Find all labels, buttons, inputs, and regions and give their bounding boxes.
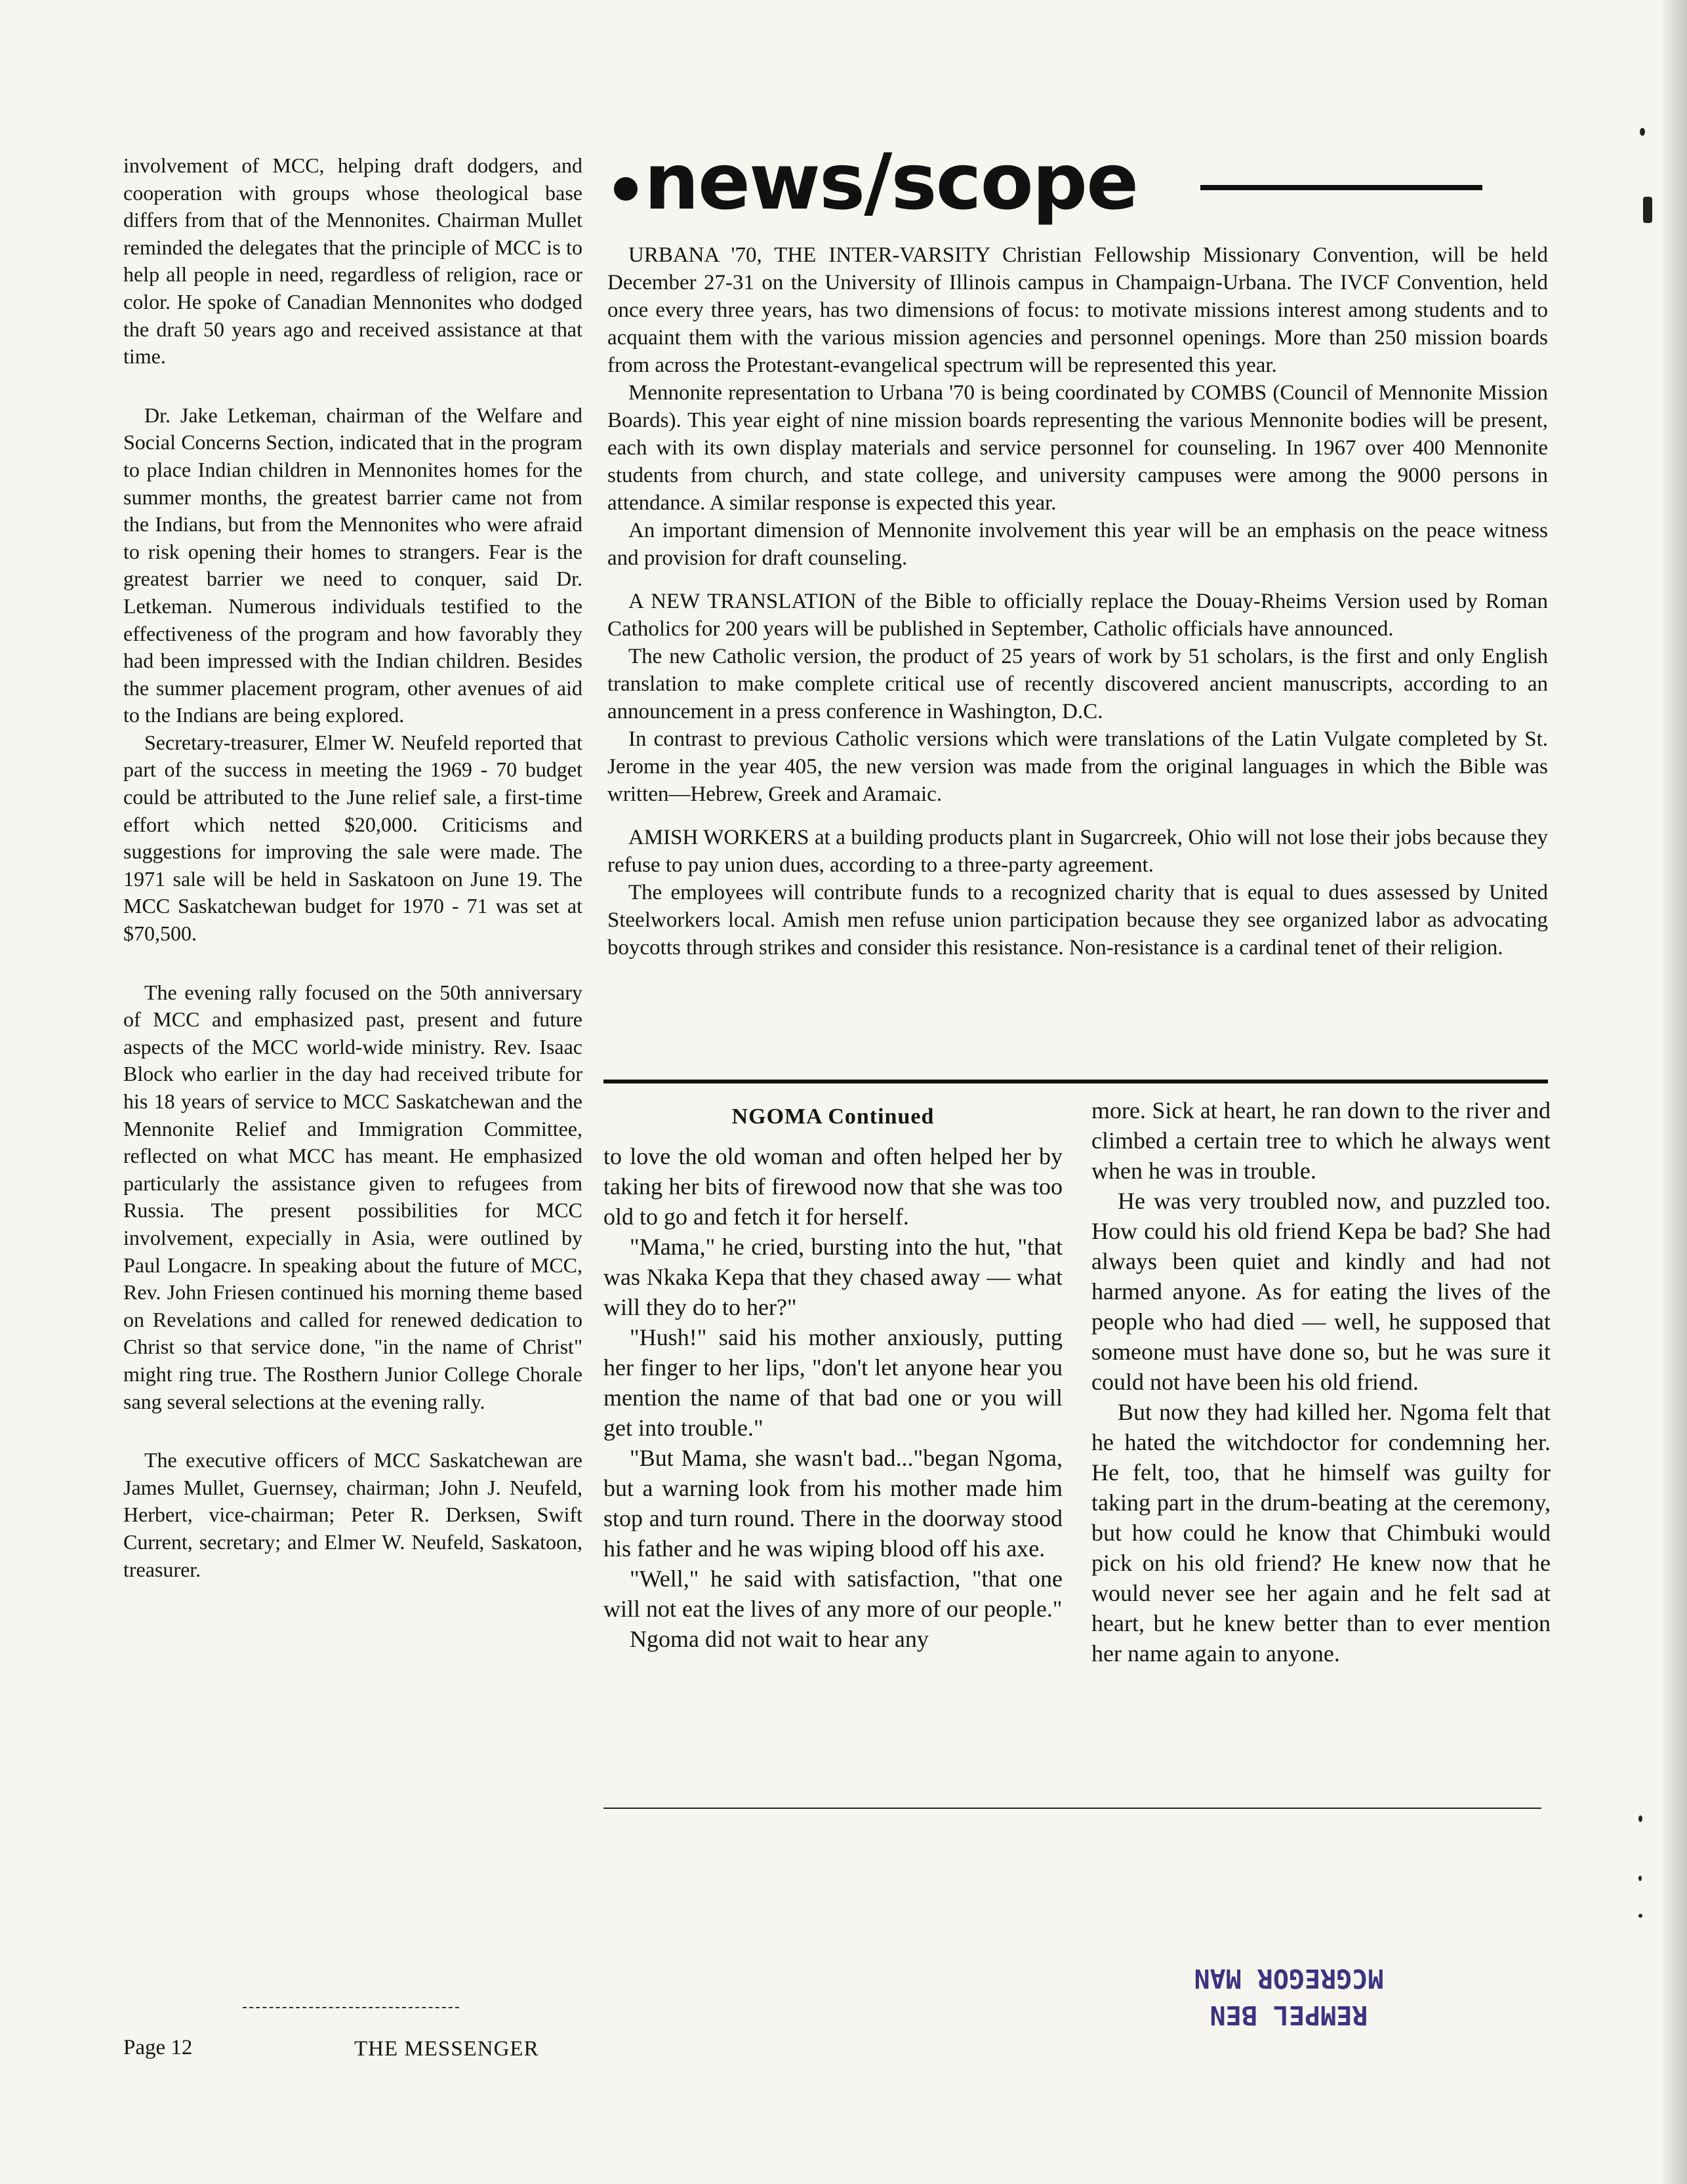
news-paragraph: Mennonite representation to Urbana '70 is being coordinated by COMBS (Council of Mennonite Mission Boards). This year eight of nine mission boards representing the various Mennonite bodies will be present, each with its own display materials and service personnel for counseling. In 1967 over 400 Mennonite students from church, and state college, and university campuses were among the 9000 persons in attendance. A similar response is expected this year. (607, 381, 1548, 515)
bullet-icon (614, 177, 638, 201)
news-paragraph: An important dimension of Mennonite involvement this year will be an emphasis on the peace witness and provision for draft counseling. (607, 519, 1548, 570)
ngoma-heading: NGOMA Continued (731, 1104, 935, 1129)
news-paragraph: The new Catholic version, the product of 25 years of work by 51 scholars, is the first and only English translation to make complete critical use of recently discovered ancient manuscripts, according to an announcement in a press conference in Washington, D.C. (607, 645, 1548, 723)
newsscope-title: news/scope (644, 136, 1138, 227)
ngoma-paragraph: more. Sick at heart, he ran down to the river and climbed a certain tree to which he always went when he was in trouble. (1091, 1097, 1551, 1184)
left-paragraph: Dr. Jake Letkeman, chairman of the Welfare and Social Concerns Section, indicated that in the program to place Indian children in Mennonites homes for the summer months, the greatest barrier came not from the Indians, but from the Mennonites who were afraid to risk opening their homes to strangers. Fear is the greatest barrier we need to conquer, said Dr. Letkeman. Numerous individuals testified to the effectiveness of the program and how favorably they had been impressed with the Indian children. Besides the summer placement program, other avenues of aid to the Indians are being explored. (123, 403, 582, 727)
page-number: Page 12 (123, 2036, 193, 2059)
ngoma-paragraph: "Mama," he cried, bursting into the hut, "that was Nkaka Kepa that they chased away — what will they do to her?" (603, 1234, 1063, 1320)
news-paragraph: In contrast to previous Catholic versions which were translations of the Latin Vulgate completed by St. Jerome in the year 405, the new version was made from the original languages in which the Bible was written—Hebrew, Greek and Aramaic. (607, 727, 1548, 806)
news-paragraph: The employees will contribute funds to a recognized charity that is equal to dues assessed by United Steelworkers local. Amish men refuse union participation because they see organized labor as advocating boycotts through strikes and consider this resistance. Non-resistance is a cardinal tenet of their religion. (607, 881, 1548, 960)
scan-mark (1643, 197, 1652, 223)
page-edge-shadow (1662, 0, 1687, 2184)
ngoma-paragraph: But now they had killed her. Ngoma felt that he hated the witchdoctor for condemning her. He felt, too, that he himself was guilty for taking part in the drum-beating at the ceremony, but how could he know that Chimbuki would pick on his old friend? He knew now that he would never see her again and he felt sad at heart, but he knew better than to ever mention her name again to anyone. (1091, 1399, 1551, 1667)
left-paragraph: involvement of MCC, helping draft dodgers, and cooperation with groups whose theological base differs from that of the Mennonites. Chairman Mullet reminded the delegates that the principle of MCC is to help all people in need, regardless of religion, race or color. He spoke of Canadian Mennonites who dodged the draft 50 years ago and received assistance at that time. (123, 153, 582, 369)
stamp-line-1: REMPEL BEN (1209, 2000, 1368, 2030)
bottom-rule (603, 1808, 1541, 1809)
scan-mark (1638, 1815, 1642, 1822)
left-paragraph: Secretary-treasurer, Elmer W. Neufeld reported that part of the success in meeting the 1969 - 70 budget could be attributed to the June relief sale, a first-time effort which netted $20,000. Criticisms and suggestions for improving the sale were made. The 1971 sale will be held in Saskatoon on June 19. The MCC Saskatchewan budget for 1970 - 71 was set at $70,500. (123, 730, 582, 946)
ngoma-paragraph: "Hush!" said his mother anxiously, putting her finger to her lips, "don't let anyone hear you mention the name of that bad one or you will get into trouble." (603, 1324, 1063, 1441)
left-paragraph: The evening rally focused on the 50th anniversary of MCC and emphasized past, present and future aspects of the MCC world-wide ministry. Rev. Isaac Block who earlier in the day had received tribute for his 18 years of service to MCC Saskatchewan and the Mennonite Relief and Immigration Committee, reflected on what MCC has meant. He emphasized particularly the assistance given to refugees from Russia. The present possibilities for MCC involvement, expecially in Asia, were outlined by Paul Longacre. In speaking about the future of MCC, Rev. John Friesen continued his morning theme based on Revelations and called for renewed dedication to Christ so that service done, "in the name of Christ" might ring true. The Rosthern Junior College Chorale sang several selections at the evening rally. (123, 980, 582, 1413)
ngoma-paragraph: Ngoma did not wait to hear any (630, 1626, 929, 1652)
publication-name: THE MESSENGER (354, 2037, 539, 2061)
scan-mark (1638, 1914, 1642, 1918)
newsscope-header (610, 136, 1528, 227)
ngoma-column-2 (1091, 1095, 1551, 1668)
ngoma-paragraph: to love the old woman and often helped her by taking her bits of firewood now that she was too old to go and fetch it for herself. (603, 1143, 1063, 1230)
header-rule (1200, 185, 1482, 190)
newsscope-body (607, 241, 1548, 961)
address-stamp (1164, 1935, 1413, 2033)
scan-mark (1640, 128, 1645, 136)
ngoma-paragraph: "Well," he said with satisfaction, "that one will not eat the lives of any more of our people." (603, 1566, 1063, 1622)
ngoma-paragraph: "But Mama, she wasn't bad..."began Ngoma, but a warning look from his mother made him stop and turn round. There in the doorway stood his father and he was wiping blood off his axe. (603, 1445, 1063, 1562)
section-divider (603, 1080, 1548, 1083)
ngoma-paragraph: He was very troubled now, and puzzled too. How could his old friend Kepa be bad? She had always been quiet and kindly and had not harmed anyone. As for eating the lives of the people who had died — well, he supposed that someone must have done so, but he was sure it could not have been his old friend. (1091, 1188, 1551, 1395)
news-paragraph: A NEW TRANSLATION of the Bible to officially replace the Douay-Rheims Version used by Roman Catholics for 200 years will be published in September, Catholic officials have announced. (607, 590, 1548, 641)
left-paragraph: The executive officers of MCC Saskatchewan are James Mullet, Guernsey, chairman; John J. Neufeld, Herbert, vice-chairman; Peter R. Derksen, Swift Current, secretary; and Elmer W. Neufeld, Saskatoon, treasurer. (123, 1448, 582, 1581)
left-column-separator (243, 2007, 459, 2008)
stamp-line-2: MCGREGOR MAN (1194, 1963, 1384, 1993)
left-column-article (123, 152, 582, 1583)
news-paragraph: URBANA '70, THE INTER-VARSITY Christian Fellowship Missionary Convention, will be held December 27-31 on the University of Illinois campus in Champaign-Urbana. The IVCF Convention, held once every three years, has two dimensions of focus: to motivate missions interest among students and to acquaint them with the various mission agencies and personnel openings. More than 250 mission boards from across the Protestant-evangelical spectrum will be represented this year. (607, 243, 1548, 377)
scan-mark (1638, 1876, 1642, 1881)
ngoma-column-1 (603, 1141, 1063, 1654)
news-paragraph: AMISH WORKERS at a building products plant in Sugarcreek, Ohio will not lose their jobs because they refuse to pay union dues, according to a three-party agreement. (607, 826, 1548, 877)
